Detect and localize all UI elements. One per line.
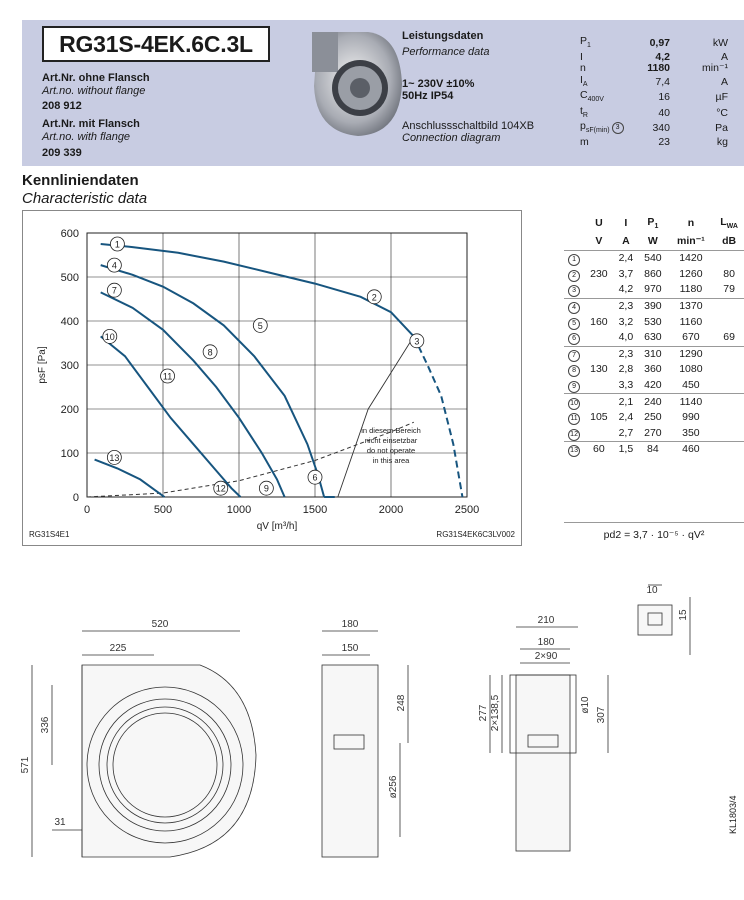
curve-marker-label: 6 <box>312 472 318 483</box>
point-number: 11 <box>564 410 584 426</box>
y-tick-label: 0 <box>72 492 79 504</box>
table-cell <box>714 394 744 410</box>
dimension-label: 336 <box>40 716 51 734</box>
curve-marker-label: 5 <box>257 320 263 331</box>
table-cell <box>584 298 613 314</box>
table-cell: 1180 <box>679 283 703 296</box>
front-view-drawing <box>32 631 256 857</box>
table-cell: 390 <box>638 298 667 314</box>
point-number: 12 <box>564 426 584 442</box>
point-number: 5 <box>564 314 584 330</box>
supply-voltage: 1~ 230V ±10% <box>402 78 475 90</box>
curve-marker-label: 7 <box>111 285 117 296</box>
table-unit-header <box>564 232 584 251</box>
table-cell <box>714 314 744 330</box>
dimension-label: ø10 <box>580 696 591 714</box>
performance-value: 40 <box>658 106 670 119</box>
art-no-with-flange-label: Art.Nr. mit Flansch <box>42 118 140 130</box>
dimension-label: 277 <box>478 704 489 722</box>
table-cell: 4,0 <box>618 331 634 344</box>
drawing-reference: KL1803/4 <box>728 795 738 834</box>
table-cell: 240 <box>638 394 667 410</box>
dimension-label: ø256 <box>388 775 399 799</box>
operating-points-table <box>564 214 744 458</box>
dimension-label: 225 <box>109 643 127 654</box>
performance-row <box>580 90 728 106</box>
curve-marker-label: 9 <box>263 483 269 494</box>
table-cell <box>584 378 613 394</box>
performance-value: 7,4 <box>655 75 670 88</box>
table-row <box>564 282 744 298</box>
model-title: RG31S-4EK.6C.3L <box>42 26 270 62</box>
dimension-label: 15 <box>678 609 689 621</box>
curve-marker-label: 13 <box>109 452 120 463</box>
performance-value: 1180 <box>647 62 670 75</box>
table-cell: 1160 <box>679 315 703 328</box>
table-cell: 2,8 <box>618 363 634 376</box>
system-curve-formula: pd2 = 3,7 · 10⁻⁵ · qV² <box>564 522 744 546</box>
characteristic-chart <box>23 211 521 545</box>
chart-annotation: do not operate <box>366 446 416 456</box>
table-cell: 1140 <box>668 394 715 410</box>
table-cell <box>584 394 613 410</box>
performance-row <box>580 75 728 91</box>
performance-row <box>580 36 728 52</box>
performance-unit: A <box>720 50 728 63</box>
table-cell: 3,7 <box>618 267 634 280</box>
table-cell: 1420 <box>668 251 715 267</box>
x-axis-label: qV [m³/h] <box>256 521 298 532</box>
table-cell: 310 <box>638 346 667 362</box>
dimension-label: 10 <box>646 585 658 596</box>
x-tick-label: 500 <box>153 504 173 516</box>
table-cell: 3,3 <box>618 379 634 392</box>
dimension-label: 180 <box>537 637 555 648</box>
y-tick-label: 100 <box>60 448 79 460</box>
point-number: 13 <box>564 442 584 458</box>
art-no-with-flange-value: 209 339 <box>42 147 82 159</box>
table-cell <box>714 426 744 442</box>
dimension-label: 307 <box>596 706 607 724</box>
x-tick-label: 1000 <box>226 504 252 516</box>
performance-symbol: I <box>580 50 583 63</box>
performance-title: Leistungsdaten <box>402 30 484 42</box>
y-axis-label: psF [Pa] <box>37 346 48 384</box>
table-row <box>564 442 744 458</box>
art-no-without-flange-label-en: Art.no. without flange <box>42 85 146 97</box>
table-cell <box>584 346 613 362</box>
performance-unit: kg <box>716 135 728 148</box>
header-panel <box>22 20 744 166</box>
chart-annotation: in diesem Bereich <box>361 426 421 436</box>
performance-value: 0,97 <box>649 37 670 50</box>
table-cell: 1260 <box>679 267 703 280</box>
point-number: 3 <box>564 282 584 298</box>
table-row <box>564 346 744 362</box>
chart-annotation: nicht einsetzbar <box>364 436 418 446</box>
table-cell: 2,3 <box>614 298 639 314</box>
table-cell: 2,3 <box>614 346 639 362</box>
art-no-without-flange-value: 208 912 <box>42 100 82 112</box>
table-cell: 630 <box>644 331 662 344</box>
table-row <box>564 362 744 378</box>
performance-value: 16 <box>658 91 670 104</box>
table-unit-header: A <box>622 235 630 247</box>
performance-row <box>580 137 728 149</box>
table-row <box>564 267 744 283</box>
table-cell: 160 <box>590 315 608 328</box>
table-cell <box>584 426 613 442</box>
performance-value: 4,2 <box>655 50 670 63</box>
table-cell: 2,4 <box>614 251 639 267</box>
table-row <box>564 378 744 394</box>
dimension-label: 520 <box>151 619 169 630</box>
point-number: 8 <box>564 362 584 378</box>
x-tick-label: 1500 <box>302 504 328 516</box>
chart-footer-left: RG31S4E1 <box>29 530 70 539</box>
table-cell: 420 <box>644 379 662 392</box>
table-cell: 60 <box>584 442 613 458</box>
dimension-label: 2×90 <box>534 651 558 662</box>
performance-symbol: $t_R$ <box>580 104 588 119</box>
section-subtitle: Characteristic data <box>22 190 148 207</box>
x-tick-label: 2500 <box>454 504 480 516</box>
table-row <box>564 426 744 442</box>
side-view-drawing <box>322 631 408 857</box>
y-tick-label: 300 <box>60 360 79 372</box>
table-cell: 360 <box>644 363 662 376</box>
dimension-label: 31 <box>54 817 66 828</box>
curve-marker-label: 10 <box>104 331 115 342</box>
y-tick-label: 600 <box>60 228 79 240</box>
table-cell: 130 <box>590 363 608 376</box>
table-cell: 250 <box>644 411 662 424</box>
table-cell <box>714 410 744 426</box>
table-cell: 970 <box>644 283 662 296</box>
table-header: n <box>687 217 695 229</box>
table-cell: 540 <box>638 251 667 267</box>
curve-marker-label: 2 <box>371 292 377 303</box>
performance-unit: min⁻¹ <box>702 62 728 75</box>
table-cell <box>714 251 744 267</box>
point-number: 2 <box>564 267 584 283</box>
table-cell: 80 <box>723 267 735 280</box>
table-cell <box>714 442 744 458</box>
table-cell: 1080 <box>679 363 703 376</box>
dimension-label: 180 <box>341 619 359 630</box>
curve-marker-label: 3 <box>414 336 420 347</box>
table-unit-header: W <box>647 235 658 247</box>
table-cell: 2,4 <box>618 411 634 424</box>
performance-title-en: Performance data <box>402 46 490 58</box>
performance-unit: A <box>720 75 728 88</box>
table-header: $P_1$ <box>647 215 659 231</box>
dimension-label: 248 <box>396 694 407 712</box>
table-cell: 530 <box>644 315 662 328</box>
performance-symbol: n <box>580 62 586 75</box>
table-cell: 1290 <box>668 346 715 362</box>
table-row <box>564 330 744 346</box>
table-row <box>564 394 744 410</box>
table-cell: 1,5 <box>614 442 639 458</box>
point-number: 1 <box>564 251 584 267</box>
y-tick-label: 200 <box>60 404 79 416</box>
table-cell: 230 <box>590 267 608 280</box>
performance-symbol: $P_1$ <box>580 35 591 50</box>
table-cell: 79 <box>723 283 735 296</box>
table-cell <box>714 378 744 394</box>
table-cell: 670 <box>682 331 700 344</box>
fan-product-image <box>308 24 404 140</box>
connection-diagram-label-en: Connection diagram <box>402 132 501 144</box>
x-tick-label: 0 <box>83 504 91 516</box>
table-row <box>564 298 744 314</box>
curve-marker-label: 8 <box>207 347 213 358</box>
point-number: 6 <box>564 330 584 346</box>
table-cell: 3,2 <box>618 315 634 328</box>
connection-diagram-label: Anschlussschaltbild 104XB <box>402 120 535 132</box>
dimension-label: 571 <box>20 756 31 774</box>
table-cell <box>714 362 744 378</box>
table-cell: 270 <box>644 426 662 439</box>
table-unit-header: V <box>595 235 603 247</box>
point-number: 7 <box>564 346 584 362</box>
dimension-label: 210 <box>537 615 555 626</box>
chart-footer-right: RG31S4EK6C3LV002 <box>436 530 515 539</box>
curve-marker-label: 4 <box>111 260 117 271</box>
chart-frame <box>22 210 522 546</box>
supply-frequency: 50Hz IP54 <box>402 90 454 102</box>
curve-marker-label: 11 <box>162 371 173 382</box>
table-cell: 2,7 <box>618 426 634 439</box>
y-tick-label: 400 <box>60 316 79 328</box>
performance-unit: µF <box>715 91 728 104</box>
table-cell <box>584 282 613 298</box>
x-tick-label: 2000 <box>378 504 404 516</box>
performance-row <box>580 106 728 122</box>
section-title: Kennliniendaten <box>22 172 139 189</box>
table-cell: 2,1 <box>614 394 639 410</box>
table-cell: 4,2 <box>618 283 634 296</box>
dimension-drawings <box>0 575 744 900</box>
performance-unit: kW <box>712 37 728 50</box>
table-cell: 990 <box>682 411 700 424</box>
table-cell: 69 <box>723 331 735 344</box>
table-cell: 450 <box>682 379 700 392</box>
performance-row <box>580 63 728 75</box>
art-no-without-flange-label: Art.Nr. ohne Flansch <box>42 72 150 84</box>
curve-marker-label: 1 <box>114 239 120 250</box>
point-number: 10 <box>564 394 584 410</box>
table-cell: 1370 <box>668 298 715 314</box>
performance-unit: °C <box>716 106 728 119</box>
performance-symbol: $I_A$ <box>580 73 588 88</box>
y-tick-label: 500 <box>60 272 79 284</box>
table-cell: 105 <box>590 411 608 424</box>
performance-table <box>580 36 728 148</box>
table-cell: 350 <box>682 426 700 439</box>
table-cell: 84 <box>638 442 667 458</box>
performance-value: 340 <box>652 122 670 135</box>
table-unit-header: dB <box>722 235 737 247</box>
table-row <box>564 251 744 267</box>
art-no-with-flange-label-en: Art.no. with flange <box>42 131 131 143</box>
curve-marker-label: 12 <box>215 483 226 494</box>
dimension-label: 2×138,5 <box>490 694 501 732</box>
table-unit-header: min⁻¹ <box>677 235 705 247</box>
table-header <box>564 214 584 232</box>
table-cell <box>584 330 613 346</box>
performance-symbol: $C_{400V}$ <box>580 89 604 104</box>
chart-annotation: in this area <box>372 456 410 466</box>
table-cell: 460 <box>668 442 715 458</box>
performance-symbol: $p_{sF(min)}$ 3 <box>580 121 634 137</box>
performance-value: 23 <box>658 135 670 148</box>
performance-symbol: m <box>580 135 589 148</box>
table-cell: 860 <box>644 267 662 280</box>
point-number: 4 <box>564 298 584 314</box>
dimension-label: 150 <box>341 643 359 654</box>
table-header: $L_{WA}$ <box>720 215 738 231</box>
performance-unit: Pa <box>715 122 728 135</box>
table-row <box>564 410 744 426</box>
performance-row <box>580 121 728 137</box>
table-cell <box>584 251 613 267</box>
table-header: U <box>595 217 603 229</box>
table-row <box>564 314 744 330</box>
table-cell <box>714 346 744 362</box>
table-header: I <box>624 217 628 229</box>
table-cell <box>714 298 744 314</box>
point-number: 9 <box>564 378 584 394</box>
